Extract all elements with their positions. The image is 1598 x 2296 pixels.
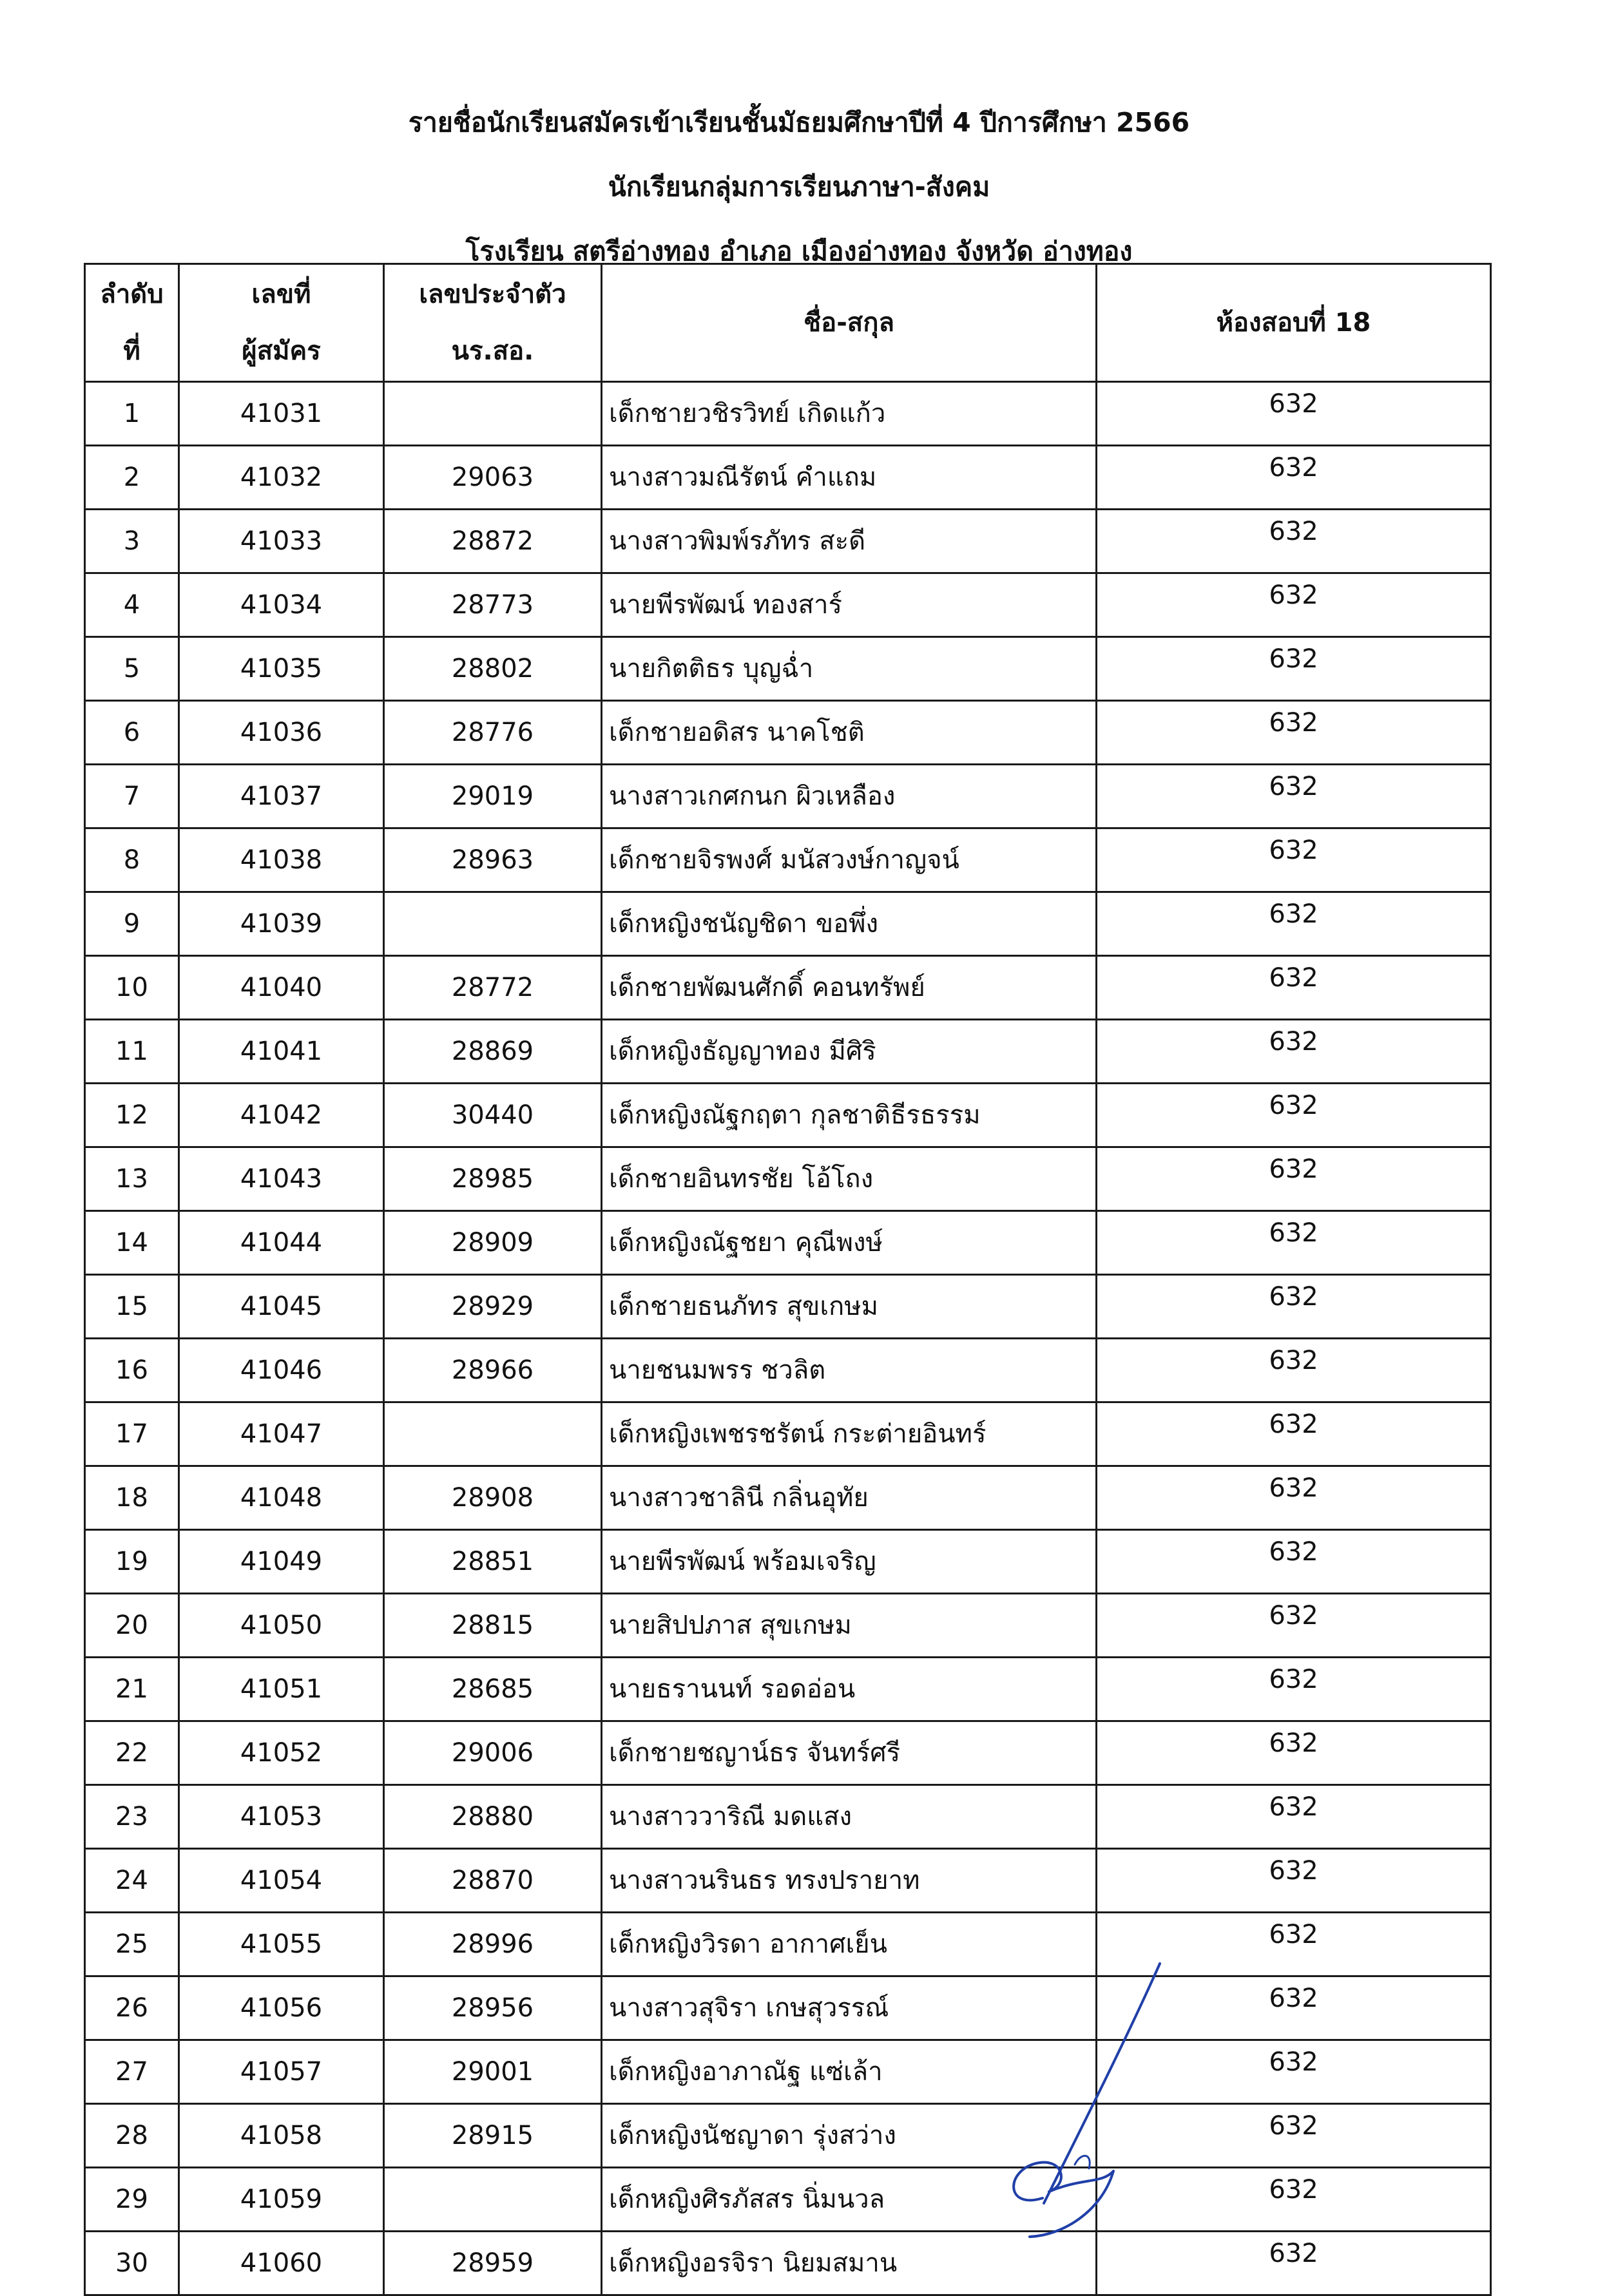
cell-applicant-number: 41053	[179, 1785, 384, 1849]
table-row	[85, 1785, 1491, 1849]
cell-applicant-number: 41056	[179, 1976, 384, 2040]
cell-student-name: นางสาวสุจิรา เกษสุวรรณ์	[602, 1976, 1097, 2040]
cell-exam-room: 632	[1097, 1339, 1491, 1402]
table-row	[85, 1594, 1491, 1658]
cell-student-name: นายธรานนท์ รอดอ่อน	[602, 1658, 1097, 1721]
cell-student-id: 29006	[384, 1721, 602, 1785]
cell-applicant-number: 41036	[179, 701, 384, 765]
cell-student-name: เด็กหญิงอรจิรา นิยมสมาน	[602, 2232, 1097, 2295]
cell-applicant-number: 41060	[179, 2232, 384, 2295]
cell-student-id: 28985	[384, 1147, 602, 1211]
cell-student-name: เด็กหญิงธัญญาทอง มีศิริ	[602, 1020, 1097, 1084]
cell-student-id: 28772	[384, 956, 602, 1020]
table-row	[85, 1466, 1491, 1530]
cell-order: 23	[85, 1785, 179, 1849]
table-row	[85, 2040, 1491, 2104]
cell-applicant-number: 41049	[179, 1530, 384, 1594]
table-row	[85, 1084, 1491, 1147]
table-row	[85, 2168, 1491, 2232]
cell-student-id: 28773	[384, 573, 602, 637]
cell-student-id: 30440	[384, 1084, 602, 1147]
cell-exam-room: 632	[1097, 382, 1491, 446]
cell-exam-room: 632	[1097, 573, 1491, 637]
cell-order: 28	[85, 2104, 179, 2168]
cell-order: 8	[85, 828, 179, 892]
cell-student-name: เด็กชายจิรพงศ์ มนัสวงษ์กาญจน์	[602, 828, 1097, 892]
table-row	[85, 1849, 1491, 1913]
cell-order: 2	[85, 446, 179, 510]
table-row	[85, 1530, 1491, 1594]
cell-order: 14	[85, 1211, 179, 1275]
cell-student-id: 28915	[384, 2104, 602, 2168]
cell-student-name: เด็กชายธนภัทร สุขเกษม	[602, 1275, 1097, 1339]
cell-applicant-number: 41038	[179, 828, 384, 892]
cell-applicant-number: 41034	[179, 573, 384, 637]
cell-student-name: นางสาวมณีรัตน์ คำแถม	[602, 446, 1097, 510]
cell-student-id: 28776	[384, 701, 602, 765]
cell-order: 21	[85, 1658, 179, 1721]
cell-order: 20	[85, 1594, 179, 1658]
table-row	[85, 1147, 1491, 1211]
cell-applicant-number: 41032	[179, 446, 384, 510]
cell-exam-room: 632	[1097, 1594, 1491, 1658]
cell-applicant-number: 41048	[179, 1466, 384, 1530]
cell-exam-room: 632	[1097, 1849, 1491, 1913]
cell-student-name: เด็กหญิงศิรภัสสร นิ่มนวล	[602, 2168, 1097, 2232]
cell-student-name: เด็กชายชญาน์ธร จันทร์ศรี	[602, 1721, 1097, 1785]
cell-exam-room: 632	[1097, 1211, 1491, 1275]
cell-student-id: 29019	[384, 765, 602, 828]
cell-applicant-number: 41051	[179, 1658, 384, 1721]
cell-order: 3	[85, 510, 179, 573]
column-header-name: ชื่อ-สกุล	[602, 264, 1097, 382]
cell-student-name: เด็กหญิงชนัญชิดา ขอพึ่ง	[602, 892, 1097, 956]
cell-student-id: 28963	[384, 828, 602, 892]
cell-order: 26	[85, 1976, 179, 2040]
cell-student-name: นางสาวนรินธร ทรงปรายาท	[602, 1849, 1097, 1913]
cell-student-id: 28909	[384, 1211, 602, 1275]
cell-order: 12	[85, 1084, 179, 1147]
cell-applicant-number: 41039	[179, 892, 384, 956]
cell-exam-room: 632	[1097, 1084, 1491, 1147]
cell-order: 24	[85, 1849, 179, 1913]
cell-student-name: นายสิปปภาส สุขเกษม	[602, 1594, 1097, 1658]
student-roster-table	[84, 263, 1492, 2296]
table-row	[85, 1402, 1491, 1466]
handwritten-signature	[967, 1958, 1173, 2242]
cell-exam-room: 632	[1097, 1275, 1491, 1339]
cell-applicant-number: 41046	[179, 1339, 384, 1402]
cell-order: 9	[85, 892, 179, 956]
cell-student-name: เด็กหญิงณัฐกฤตา กุลชาติธีรธรรม	[602, 1084, 1097, 1147]
table-row	[85, 2104, 1491, 2168]
cell-student-id	[384, 2168, 602, 2232]
table-row	[85, 1339, 1491, 1402]
cell-order: 19	[85, 1530, 179, 1594]
cell-order: 11	[85, 1020, 179, 1084]
cell-student-id: 28851	[384, 1530, 602, 1594]
cell-exam-room: 632	[1097, 1913, 1491, 1976]
document-header	[0, 90, 1598, 283]
table-row	[85, 1913, 1491, 1976]
cell-student-name: นายชนมพรร ชวลิต	[602, 1339, 1097, 1402]
cell-exam-room: 632	[1097, 956, 1491, 1020]
column-header-exam-room: ห้องสอบที่ 18	[1097, 264, 1491, 382]
cell-order: 25	[85, 1913, 179, 1976]
cell-student-id: 28869	[384, 1020, 602, 1084]
cell-applicant-number: 41052	[179, 1721, 384, 1785]
cell-exam-room: 632	[1097, 1530, 1491, 1594]
cell-exam-room: 632	[1097, 1976, 1491, 2040]
cell-order: 4	[85, 573, 179, 637]
table-row	[85, 1658, 1491, 1721]
cell-order: 1	[85, 382, 179, 446]
cell-exam-room: 632	[1097, 2104, 1491, 2168]
cell-student-id: 28802	[384, 637, 602, 701]
cell-order: 30	[85, 2232, 179, 2295]
cell-exam-room: 632	[1097, 828, 1491, 892]
document-subtitle: นักเรียนกลุ่มการเรียนภาษา-สังคม	[608, 171, 990, 202]
cell-student-name: นางสาวเกศกนก ผิวเหลือง	[602, 765, 1097, 828]
cell-exam-room: 632	[1097, 701, 1491, 765]
table-row	[85, 573, 1491, 637]
cell-exam-room: 632	[1097, 1785, 1491, 1849]
cell-applicant-number: 41042	[179, 1084, 384, 1147]
cell-student-name: เด็กชายวชิรวิทย์ เกิดแก้ว	[602, 382, 1097, 446]
cell-student-id: 28959	[384, 2232, 602, 2295]
table-row	[85, 956, 1491, 1020]
column-header-applicant-number: เลขที่ ผู้สมัคร	[179, 264, 384, 382]
cell-applicant-number: 41045	[179, 1275, 384, 1339]
table-row	[85, 446, 1491, 510]
cell-order: 22	[85, 1721, 179, 1785]
cell-applicant-number: 41031	[179, 382, 384, 446]
table-row	[85, 637, 1491, 701]
cell-exam-room: 632	[1097, 510, 1491, 573]
cell-order: 7	[85, 765, 179, 828]
cell-exam-room: 632	[1097, 1147, 1491, 1211]
cell-exam-room: 632	[1097, 1020, 1491, 1084]
cell-student-name: เด็กหญิงณัฐชยา คุณีพงษ์	[602, 1211, 1097, 1275]
table-row	[85, 2232, 1491, 2295]
cell-student-name: เด็กชายพัฒนศักดิ์ คอนทรัพย์	[602, 956, 1097, 1020]
cell-applicant-number: 41050	[179, 1594, 384, 1658]
table-row	[85, 701, 1491, 765]
cell-applicant-number: 41043	[179, 1147, 384, 1211]
cell-student-id: 28880	[384, 1785, 602, 1849]
cell-exam-room: 632	[1097, 765, 1491, 828]
cell-applicant-number: 41055	[179, 1913, 384, 1976]
cell-order: 18	[85, 1466, 179, 1530]
cell-order: 16	[85, 1339, 179, 1402]
cell-exam-room: 632	[1097, 2232, 1491, 2295]
cell-applicant-number: 41035	[179, 637, 384, 701]
cell-student-id	[384, 382, 602, 446]
cell-student-id	[384, 892, 602, 956]
table-row	[85, 1275, 1491, 1339]
cell-student-name: นายกิตติธร บุญฉ่ำ	[602, 637, 1097, 701]
table-row	[85, 1020, 1491, 1084]
cell-student-name: นางสาวพิมพ์รภัทร สะดี	[602, 510, 1097, 573]
document-title: รายชื่อนักเรียนสมัครเข้าเรียนชั้นมัธยมศึกษาปีที่ 4 ปีการศึกษา 2566	[408, 107, 1190, 138]
cell-student-id: 28996	[384, 1913, 602, 1976]
table-body	[85, 382, 1491, 2295]
cell-applicant-number: 41047	[179, 1402, 384, 1466]
cell-student-id: 28870	[384, 1849, 602, 1913]
cell-student-id: 29063	[384, 446, 602, 510]
cell-exam-room: 632	[1097, 1721, 1491, 1785]
table-row	[85, 765, 1491, 828]
cell-order: 27	[85, 2040, 179, 2104]
cell-student-id: 28929	[384, 1275, 602, 1339]
cell-student-name: เด็กหญิงนัชญาดา รุ่งสว่าง	[602, 2104, 1097, 2168]
cell-order: 15	[85, 1275, 179, 1339]
table-row	[85, 828, 1491, 892]
cell-applicant-number: 41057	[179, 2040, 384, 2104]
cell-applicant-number: 41059	[179, 2168, 384, 2232]
cell-order: 17	[85, 1402, 179, 1466]
cell-student-name: เด็กหญิงเพชรชรัตน์ กระต่ายอินทร์	[602, 1402, 1097, 1466]
cell-applicant-number: 41044	[179, 1211, 384, 1275]
cell-applicant-number: 41033	[179, 510, 384, 573]
cell-student-id: 28966	[384, 1339, 602, 1402]
column-header-order: ลำดับ ที่	[85, 264, 179, 382]
cell-exam-room: 632	[1097, 446, 1491, 510]
cell-order: 10	[85, 956, 179, 1020]
table-row	[85, 1721, 1491, 1785]
cell-applicant-number: 41037	[179, 765, 384, 828]
cell-order: 5	[85, 637, 179, 701]
cell-exam-room: 632	[1097, 1658, 1491, 1721]
table-row	[85, 510, 1491, 573]
cell-exam-room: 632	[1097, 1466, 1491, 1530]
school-info: โรงเรียน สตรีอ่างทอง อำเภอ เมืองอ่างทอง จังหวัด อ่างทอง	[465, 236, 1133, 267]
column-header-student-id: เลขประจำตัว นร.สอ.	[384, 264, 602, 382]
cell-student-name: นายพีรพัฒน์ พร้อมเจริญ	[602, 1530, 1097, 1594]
cell-student-name: เด็กหญิงอาภาณัฐ แซ่เล้า	[602, 2040, 1097, 2104]
cell-student-name: เด็กชายอินทรชัย โอ้โถง	[602, 1147, 1097, 1211]
cell-student-id	[384, 1402, 602, 1466]
table-row	[85, 382, 1491, 446]
cell-student-name: นางสาวชาลินี กลิ่นอุทัย	[602, 1466, 1097, 1530]
cell-student-id: 28908	[384, 1466, 602, 1530]
cell-exam-room: 632	[1097, 637, 1491, 701]
cell-exam-room: 632	[1097, 1402, 1491, 1466]
table-row	[85, 1976, 1491, 2040]
cell-exam-room: 632	[1097, 2168, 1491, 2232]
cell-student-id: 28685	[384, 1658, 602, 1721]
cell-student-name: นายพีรพัฒน์ ทองสาร์	[602, 573, 1097, 637]
table-row	[85, 1211, 1491, 1275]
cell-applicant-number: 41040	[179, 956, 384, 1020]
cell-order: 29	[85, 2168, 179, 2232]
cell-applicant-number: 41054	[179, 1849, 384, 1913]
table-header	[85, 264, 1491, 382]
cell-student-name: นางสาววาริณี มดแสง	[602, 1785, 1097, 1849]
cell-student-name: เด็กหญิงวิรดา อากาศเย็น	[602, 1913, 1097, 1976]
cell-order: 13	[85, 1147, 179, 1211]
table-row	[85, 892, 1491, 956]
cell-student-id: 28956	[384, 1976, 602, 2040]
cell-student-id: 28815	[384, 1594, 602, 1658]
cell-order: 6	[85, 701, 179, 765]
cell-exam-room: 632	[1097, 892, 1491, 956]
cell-applicant-number: 41058	[179, 2104, 384, 2168]
header-row	[85, 264, 1491, 382]
cell-exam-room: 632	[1097, 2040, 1491, 2104]
cell-student-id: 28872	[384, 510, 602, 573]
cell-student-name: เด็กชายอดิสร นาคโชติ	[602, 701, 1097, 765]
cell-student-id: 29001	[384, 2040, 602, 2104]
cell-applicant-number: 41041	[179, 1020, 384, 1084]
